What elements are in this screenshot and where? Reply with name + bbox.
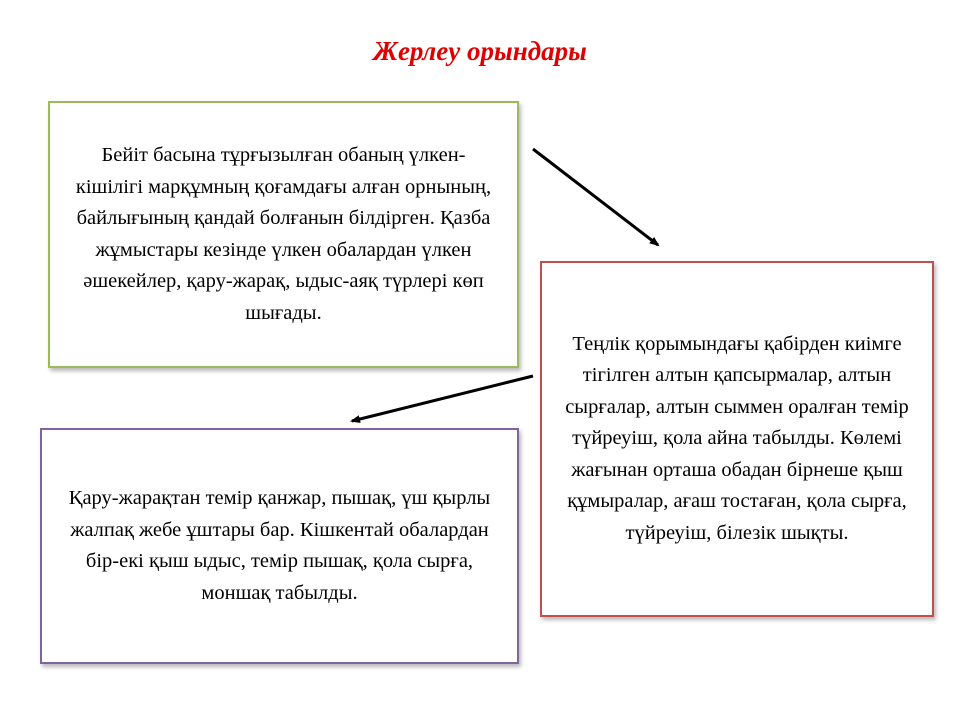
arrow-green-to-red bbox=[533, 149, 658, 245]
text-box-green bbox=[48, 101, 519, 368]
slide-title: Жерлеу орындары bbox=[373, 36, 587, 66]
text-box-purple-text: Қару-жарақтан темір қанжар, пышақ, үш қырлы жалпақ жебе ұштары бар. Кішкентай обалардан бір-екі қыш ыдыс, темір пышақ, қола сырға, моншақ табылды. bbox=[68, 487, 491, 604]
text-box-red bbox=[540, 261, 934, 617]
arrow-red-to-purple bbox=[352, 376, 533, 421]
text-box-red-text: Теңлік қорымындағы қабірден киімге тігілген алтын қапсырмалар, алтын сырғалар, алтын сыммен оралған темір түйреуіш, қола айна табылды. Көлемі жағынан орташа обадан бірнеше қыш құмыралар, ағаш тостаған, қола сырға, түйреуіш, білезік шықты. bbox=[565, 332, 909, 544]
text-box-green-text: Бейіт басына тұрғызылған обаның үлкен-кішілігі марқұмның қоғамдағы алған орнының, байлығының қандай болғанын білдірген. Қазба жұмыстары кезінде үлкен обалардан үлкен әшекейлер, қару-жарақ, ыдыс-аяқ түрлері көп шығады. bbox=[75, 144, 492, 324]
text-box-purple bbox=[40, 428, 519, 664]
